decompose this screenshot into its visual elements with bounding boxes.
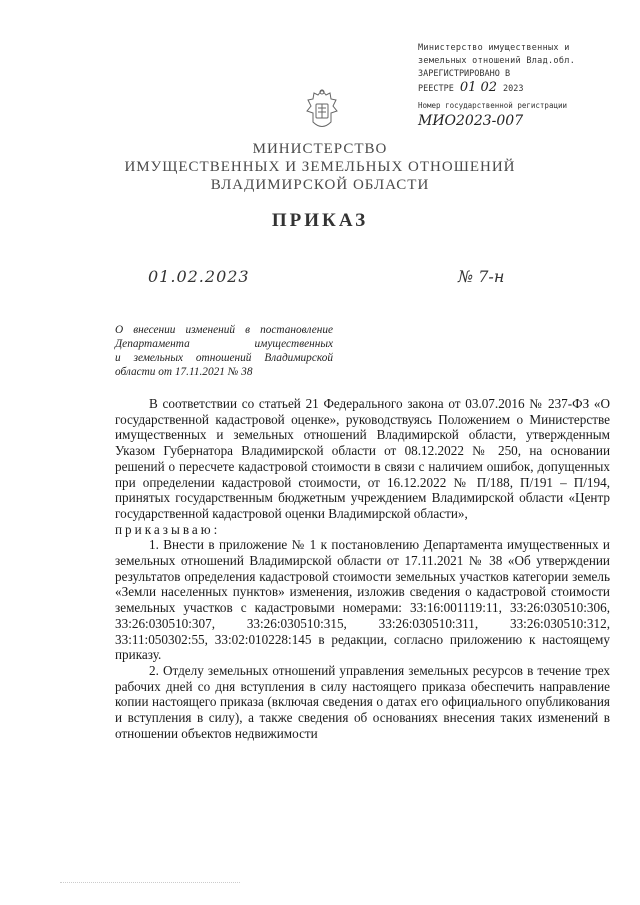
subject-line-3: и земельных отношений Владимирской (115, 352, 333, 364)
order-date: 01.02.2023 (148, 267, 250, 286)
stamp-handwritten-date: 01 02 (459, 80, 498, 95)
stamp-registry-label: РЕЕСТРЕ (418, 84, 454, 94)
stamp-line-3: ЗАРЕГИСТРИРОВАНО В (418, 69, 511, 79)
stamp-handwritten-regnum: МИО2023-007 (418, 113, 524, 129)
page-footer-rule (60, 882, 240, 884)
coat-of-arms-icon (301, 86, 343, 134)
order-number: № 7-н (458, 267, 505, 286)
order-body (115, 396, 610, 741)
body-paragraph-item-2: 2. Отделу земельных отношений управления земельных ресурсов в течение трех рабочих дней со дня вступления в силу настоящего приказа обеспечить направление копии настоящего приказа (включая сведения о датах его официального опубликования и вступления в силу), а также сведения об основаниях внесения таких изменений в отношении объектов недвижимости (115, 662, 610, 741)
stamp-line-4 (418, 81, 618, 96)
body-paragraph-preamble: В соответствии со статьей 21 Федерального закона от 03.07.2016 № 237-ФЗ «О государственной кадастровой оценке», руководствуясь Положением о Министерстве имущественных и земельных отношений Владимирской области, утвержденным Указом Губернатора Владимирской области от 08.12.2022 № 250, на основании решений о пересчете кадастровой стоимости в связи с наличием ошибок, допущенных при определении кадастровой стоимости, от 16.12.2022 № П/188, П/191 – П/194, принятых государственным бюджетным учреждением Владимирской области «Центр государственной кадастровой оценки Владимирской области», (115, 396, 610, 521)
stamp-line-1: Министерство имущественных и (418, 43, 570, 53)
order-title: ПРИКАЗ (271, 210, 369, 231)
subject-line-4: области от 17.11.2021 № 38 (115, 366, 253, 378)
registration-stamp (418, 42, 618, 128)
body-paragraph-item-1: 1. Внести в приложение № 1 к постановлению Департамента имущественных и земельных отношений Владимирской области от 17.11.2021 № 38 «Об утверждении результатов определения кадастровой стоимости земельных участков категории земель «Земли населенных пунктов» изменения, изложив сведения о кадастровой стоимости земельных участков с кадастровыми номерами: 33:16:001119:11, 33:26:030510:306, 33:26:030510:307, 33:26:030510:315, 33:26:030510:311, 33:26:030510:312, 33:11:050302:55, 33:02:010228:145 в редакции, согласно приложению к настоящему приказу. (115, 537, 610, 663)
order-subject (115, 323, 333, 379)
stamp-regnum-row (418, 115, 618, 128)
ministry-line-2: ИМУЩЕСТВЕННЫХ И ЗЕМЕЛЬНЫХ ОТНОШЕНИЙ (124, 159, 516, 175)
stamp-regnum-label: Номер государственной регистрации (418, 101, 568, 110)
subject-line-2: Департамента имущественных (115, 338, 333, 350)
ministry-line-1: МИНИСТЕРСТВО (252, 141, 388, 157)
stamp-line-5 (418, 99, 618, 112)
subject-line-1: О внесении изменений в постановление (115, 324, 333, 336)
stamp-line-2: земельных отношений Влад.обл. (418, 56, 576, 66)
body-order-word: приказываю: (115, 521, 221, 537)
ministry-header (0, 140, 640, 194)
stamp-year: 2023 (503, 84, 524, 94)
ministry-line-3: ВЛАДИМИРСКОЙ ОБЛАСТИ (210, 177, 430, 193)
